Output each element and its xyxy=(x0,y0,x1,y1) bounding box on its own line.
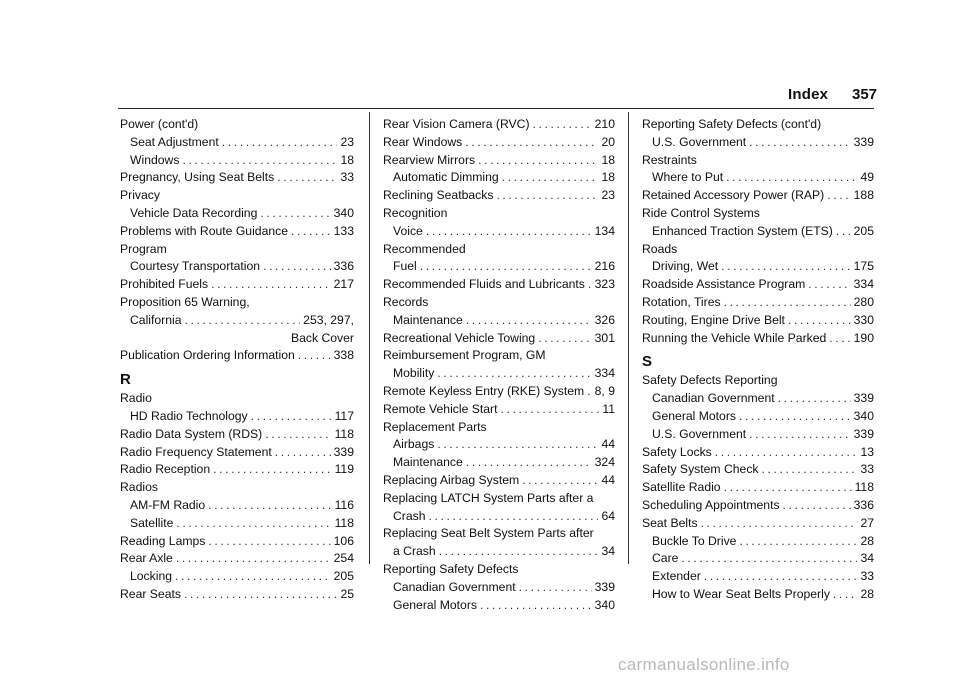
dot-leader xyxy=(211,276,331,294)
index-heading: Replacing Seat Belt System Parts after xyxy=(383,526,594,541)
dot-leader xyxy=(478,152,598,170)
dot-leader xyxy=(724,479,852,497)
page-reference: 117 xyxy=(334,408,354,423)
index-subentry xyxy=(120,152,354,170)
dot-leader xyxy=(466,454,592,472)
page-reference: 64 xyxy=(601,508,615,523)
index-subentry xyxy=(120,515,354,533)
entry-term: Locking xyxy=(130,569,173,584)
index-entry xyxy=(120,461,354,479)
entry-term: Canadian Government xyxy=(652,391,775,406)
entry-term: AM-FM Radio xyxy=(130,497,206,512)
dot-leader xyxy=(749,426,851,444)
index-entry xyxy=(642,312,874,330)
page-reference: 339 xyxy=(853,134,874,149)
entry-term: Roadside Assistance Program xyxy=(642,277,806,292)
dot-leader xyxy=(701,515,858,533)
dot-leader xyxy=(726,169,857,187)
entry-term: Radio Frequency Statement xyxy=(120,444,272,459)
page-reference: 118 xyxy=(334,515,354,530)
entry-term: Rotation, Tires xyxy=(642,294,721,309)
entry-term: Publication Ordering Information xyxy=(120,348,295,363)
index-subentry xyxy=(120,258,354,276)
index-heading: Reporting Safety Defects xyxy=(383,561,519,576)
page-reference: 334 xyxy=(853,277,874,292)
dot-leader xyxy=(715,444,858,462)
dot-leader xyxy=(588,276,592,294)
entry-term: Canadian Government xyxy=(393,579,516,594)
entry-term: Remote Keyless Entry (RKE) System xyxy=(383,383,585,398)
page-reference: 44 xyxy=(601,437,615,452)
dot-leader xyxy=(260,205,330,223)
index-heading: Privacy xyxy=(120,188,160,203)
entry-term: Windows xyxy=(130,152,180,167)
entry-term: Satellite xyxy=(130,515,174,530)
dot-leader xyxy=(263,258,331,276)
index-entry xyxy=(120,169,354,187)
index-entry xyxy=(642,294,874,312)
index-entry xyxy=(642,187,874,205)
dot-leader xyxy=(783,497,851,515)
dot-leader xyxy=(251,408,332,426)
index-subentry xyxy=(120,568,354,586)
index-entry xyxy=(120,444,354,462)
page-reference: 336 xyxy=(333,259,354,274)
entry-term: Seat Adjustment xyxy=(130,134,219,149)
index-heading: Recognition xyxy=(383,205,448,220)
entry-term: Safety System Check xyxy=(642,462,759,477)
page-reference: 44 xyxy=(601,472,615,487)
index-subentry xyxy=(120,134,354,152)
section-letter: R xyxy=(120,371,131,389)
page-reference: 326 xyxy=(594,312,615,327)
index-subentry xyxy=(383,436,615,454)
dot-leader xyxy=(437,436,598,454)
index-heading: Reimbursement Program, GM xyxy=(383,348,546,363)
page-reference: 11 xyxy=(602,401,615,416)
page-reference: 118 xyxy=(334,426,354,441)
entry-term: Satellite Radio xyxy=(642,480,721,495)
dot-leader xyxy=(739,533,857,551)
dot-leader xyxy=(429,508,599,526)
index-column-2 xyxy=(383,116,615,614)
page-reference: 34 xyxy=(860,551,874,566)
page-reference: 49 xyxy=(860,170,874,185)
page-number: 357 xyxy=(852,86,878,103)
page-reference: 216 xyxy=(594,259,615,274)
entry-term: Courtesy Transportation xyxy=(130,259,261,274)
index-entry xyxy=(383,472,615,490)
page-reference: 33 xyxy=(860,462,874,477)
index-entry xyxy=(120,550,354,568)
page-reference: 106 xyxy=(333,533,354,548)
dot-leader xyxy=(778,390,851,408)
entry-term: Rear Seats xyxy=(120,586,181,601)
index-column-3 xyxy=(642,116,874,604)
index-subentry xyxy=(120,205,354,223)
index-heading: Radios xyxy=(120,480,158,495)
entry-term: Rear Axle xyxy=(120,551,173,566)
dot-leader xyxy=(291,223,331,241)
index-entry xyxy=(120,426,354,444)
dot-leader xyxy=(275,444,331,462)
index-subentry xyxy=(120,497,354,515)
page-reference-continued: Back Cover xyxy=(291,330,354,345)
dot-leader xyxy=(587,383,592,401)
page-reference: 340 xyxy=(333,205,354,220)
page-reference: 254 xyxy=(333,551,354,566)
page-reference: 340 xyxy=(594,597,615,612)
entry-term: Rear Windows xyxy=(383,134,463,149)
dot-leader xyxy=(213,461,331,479)
entry-term: Driving, Wet xyxy=(652,259,719,274)
index-entry xyxy=(383,187,615,205)
page-header xyxy=(0,84,960,108)
dot-leader xyxy=(426,223,592,241)
index-subentry xyxy=(642,568,874,586)
entry-term: Safety Locks xyxy=(642,444,712,459)
index-subentry xyxy=(642,586,874,604)
index-entry xyxy=(642,497,874,515)
page-reference: 190 xyxy=(853,330,874,345)
entry-term: Mobility xyxy=(393,366,435,381)
entry-term: Reclining Seatbacks xyxy=(383,188,494,203)
index-heading: Program xyxy=(120,241,167,256)
page-reference: 133 xyxy=(333,223,354,238)
index-heading: Restraints xyxy=(642,152,697,167)
entry-term: How to Wear Seat Belts Properly xyxy=(652,586,830,601)
index-heading: Replacement Parts xyxy=(383,419,487,434)
entry-term: Rearview Mirrors xyxy=(383,152,476,167)
dot-leader xyxy=(184,312,300,330)
dot-leader xyxy=(833,586,858,604)
entry-term: Radio Data System (RDS) xyxy=(120,426,263,441)
entry-term: Problems with Route Guidance xyxy=(120,223,289,238)
index-subentry xyxy=(383,454,615,472)
page-reference: 28 xyxy=(860,533,874,548)
index-entry xyxy=(383,134,615,152)
dot-leader xyxy=(175,568,331,586)
index-entry xyxy=(120,223,354,241)
page-reference: 301 xyxy=(594,330,615,345)
index-subentry xyxy=(383,579,615,597)
page-reference: 23 xyxy=(601,188,615,203)
entry-term: Fuel xyxy=(393,259,417,274)
dot-leader xyxy=(420,258,592,276)
entry-term: Retained Accessory Power (RAP) xyxy=(642,188,825,203)
index-entry xyxy=(120,586,354,604)
index-entry xyxy=(642,461,874,479)
entry-term: Automatic Dimming xyxy=(393,170,499,185)
index-subentry xyxy=(383,223,615,241)
index-heading: Radio xyxy=(120,391,152,406)
dot-leader xyxy=(208,533,330,551)
entry-term: Routing, Engine Drive Belt xyxy=(642,312,785,327)
entry-term: Remote Vehicle Start xyxy=(383,401,498,416)
entry-term: Radio Reception xyxy=(120,462,211,477)
entry-term: Prohibited Fuels xyxy=(120,277,209,292)
dot-leader xyxy=(739,408,851,426)
page-reference: 18 xyxy=(601,152,615,167)
dot-leader xyxy=(519,579,592,597)
entry-term: Crash xyxy=(393,508,426,523)
index-entry xyxy=(642,444,874,462)
entry-term: Replacing Airbag System xyxy=(383,472,520,487)
page-reference: 336 xyxy=(853,497,874,512)
index-subentry xyxy=(642,408,874,426)
index-entry xyxy=(120,347,354,365)
entry-term: Extender xyxy=(652,569,701,584)
index-heading: Recommended xyxy=(383,241,466,256)
section-letter: S xyxy=(642,353,653,371)
index-entry xyxy=(642,330,874,348)
dot-leader xyxy=(522,472,598,490)
dot-leader xyxy=(788,312,851,330)
entry-term: Where to Put xyxy=(652,170,724,185)
page-reference: 18 xyxy=(340,152,354,167)
index-subentry xyxy=(642,169,874,187)
index-entry xyxy=(383,152,615,170)
header-rule xyxy=(118,108,874,109)
index-heading: Records xyxy=(383,294,429,309)
dot-leader xyxy=(437,365,591,383)
page-reference: 13 xyxy=(860,444,874,459)
page-reference: 118 xyxy=(854,480,874,495)
page-reference: 119 xyxy=(334,462,354,477)
dot-leader xyxy=(176,550,331,568)
index-entry xyxy=(383,116,615,134)
page-reference: 217 xyxy=(333,277,354,292)
page-reference: 280 xyxy=(853,294,874,309)
page-reference: 339 xyxy=(333,444,354,459)
entry-term: HD Radio Technology xyxy=(130,408,248,423)
dot-leader xyxy=(749,134,851,152)
entry-term: Enhanced Traction System (ETS) xyxy=(652,223,833,238)
dot-leader xyxy=(222,134,338,152)
index-subentry xyxy=(642,223,874,241)
index-subentry xyxy=(642,258,874,276)
dot-leader xyxy=(836,223,851,241)
index-heading: Power (cont'd) xyxy=(120,117,199,131)
dot-leader xyxy=(466,312,592,330)
page-reference: 28 xyxy=(860,586,874,601)
index-entry xyxy=(383,383,615,401)
page-reference: 324 xyxy=(594,455,615,470)
dot-leader xyxy=(808,276,850,294)
page-reference: 253, 297, xyxy=(303,312,354,327)
entry-term: U.S. Government xyxy=(652,426,747,441)
dot-leader xyxy=(480,597,592,615)
index-subentry xyxy=(642,134,874,152)
column-divider xyxy=(628,112,629,564)
index-subentry xyxy=(120,312,354,330)
index-entry xyxy=(383,401,615,419)
index-column-1 xyxy=(120,116,354,604)
page-reference: 134 xyxy=(594,223,615,238)
index-entry xyxy=(120,276,354,294)
dot-leader xyxy=(724,294,851,312)
dot-leader xyxy=(184,586,337,604)
entry-term: Buckle To Drive xyxy=(652,533,737,548)
entry-term: California xyxy=(130,312,182,327)
index-entry xyxy=(383,330,615,348)
index-heading: Roads xyxy=(642,241,678,256)
page-reference: 339 xyxy=(594,579,615,594)
page-reference: 18 xyxy=(601,170,615,185)
page-reference: 8, 9 xyxy=(594,383,615,398)
dot-leader xyxy=(298,347,331,365)
entry-term: Running the Vehicle While Parked xyxy=(642,330,827,345)
watermark: carmanualsonline.info xyxy=(618,655,790,674)
dot-leader xyxy=(496,187,598,205)
index-entry xyxy=(383,276,615,294)
page-reference: 338 xyxy=(333,348,354,363)
dot-leader xyxy=(439,543,599,561)
dot-leader xyxy=(208,497,331,515)
entry-term: Pregnancy, Using Seat Belts xyxy=(120,170,275,185)
dot-leader xyxy=(502,169,599,187)
index-subentry xyxy=(383,543,615,561)
page-reference: 33 xyxy=(340,170,354,185)
dot-leader xyxy=(277,169,337,187)
entry-term: General Motors xyxy=(393,597,477,612)
page-reference: 25 xyxy=(340,586,354,601)
page-reference: 339 xyxy=(853,426,874,441)
entry-term: Reading Lamps xyxy=(120,533,206,548)
dot-leader xyxy=(176,515,331,533)
entry-term: a Crash xyxy=(393,544,436,559)
page-reference: 205 xyxy=(853,223,874,238)
page-reference: 116 xyxy=(334,497,354,512)
index-entry xyxy=(120,533,354,551)
dot-leader xyxy=(762,461,858,479)
index-subentry xyxy=(383,508,615,526)
page-reference: 188 xyxy=(853,188,874,203)
dot-leader xyxy=(721,258,851,276)
index-subentry xyxy=(383,258,615,276)
entry-term: U.S. Government xyxy=(652,134,747,149)
index-subentry xyxy=(642,426,874,444)
dot-leader xyxy=(533,116,592,134)
entry-term: Voice xyxy=(393,223,423,238)
entry-term: Rear Vision Camera (RVC) xyxy=(383,117,530,131)
dot-leader xyxy=(681,550,857,568)
index-subentry xyxy=(383,312,615,330)
dot-leader xyxy=(265,426,331,444)
entry-term: Recreational Vehicle Towing xyxy=(383,330,536,345)
entry-term: Seat Belts xyxy=(642,515,698,530)
index-entry xyxy=(642,479,874,497)
index-heading: Ride Control Systems xyxy=(642,205,760,220)
page-reference: 175 xyxy=(853,259,874,274)
index-subentry xyxy=(383,365,615,383)
entry-term: Care xyxy=(652,551,679,566)
dot-leader xyxy=(827,187,850,205)
entry-term: Maintenance xyxy=(393,312,463,327)
dot-leader xyxy=(500,401,599,419)
entry-term: Recommended Fluids and Lubricants xyxy=(383,277,585,292)
page-reference: 20 xyxy=(601,134,615,149)
page-reference: 330 xyxy=(853,312,874,327)
index-heading: Reporting Safety Defects (cont'd) xyxy=(642,117,822,131)
dot-leader xyxy=(538,330,591,348)
entry-term: General Motors xyxy=(652,408,736,423)
entry-term: Vehicle Data Recording xyxy=(130,205,258,220)
dot-leader xyxy=(182,152,337,170)
index-heading: Replacing LATCH System Parts after a xyxy=(383,490,594,505)
entry-term: Scheduling Appointments xyxy=(642,497,780,512)
page-reference: 323 xyxy=(594,277,615,292)
page-reference: 205 xyxy=(333,569,354,584)
page-reference: 334 xyxy=(594,366,615,381)
page-reference: 34 xyxy=(601,544,615,559)
page-reference: 340 xyxy=(853,408,874,423)
section-title: Index xyxy=(788,86,829,103)
index-subentry xyxy=(642,390,874,408)
entry-term: Maintenance xyxy=(393,455,463,470)
page-reference: 23 xyxy=(340,134,354,149)
page-reference: 339 xyxy=(853,391,874,406)
index-subentry xyxy=(642,533,874,551)
index-subentry xyxy=(383,169,615,187)
page-reference: 27 xyxy=(860,515,874,530)
dot-leader xyxy=(829,330,850,348)
index-entry xyxy=(642,276,874,294)
index-subentry xyxy=(120,408,354,426)
column-divider xyxy=(369,112,370,564)
entry-term: Airbags xyxy=(393,437,435,452)
page-reference: 210 xyxy=(594,117,615,131)
index-heading: Proposition 65 Warning, xyxy=(120,294,250,309)
dot-leader xyxy=(704,568,858,586)
page-reference: 33 xyxy=(860,569,874,584)
dot-leader xyxy=(465,134,598,152)
index-entry xyxy=(642,515,874,533)
index-subentry xyxy=(383,597,615,615)
index-subentry xyxy=(642,550,874,568)
index-heading: Safety Defects Reporting xyxy=(642,373,778,388)
